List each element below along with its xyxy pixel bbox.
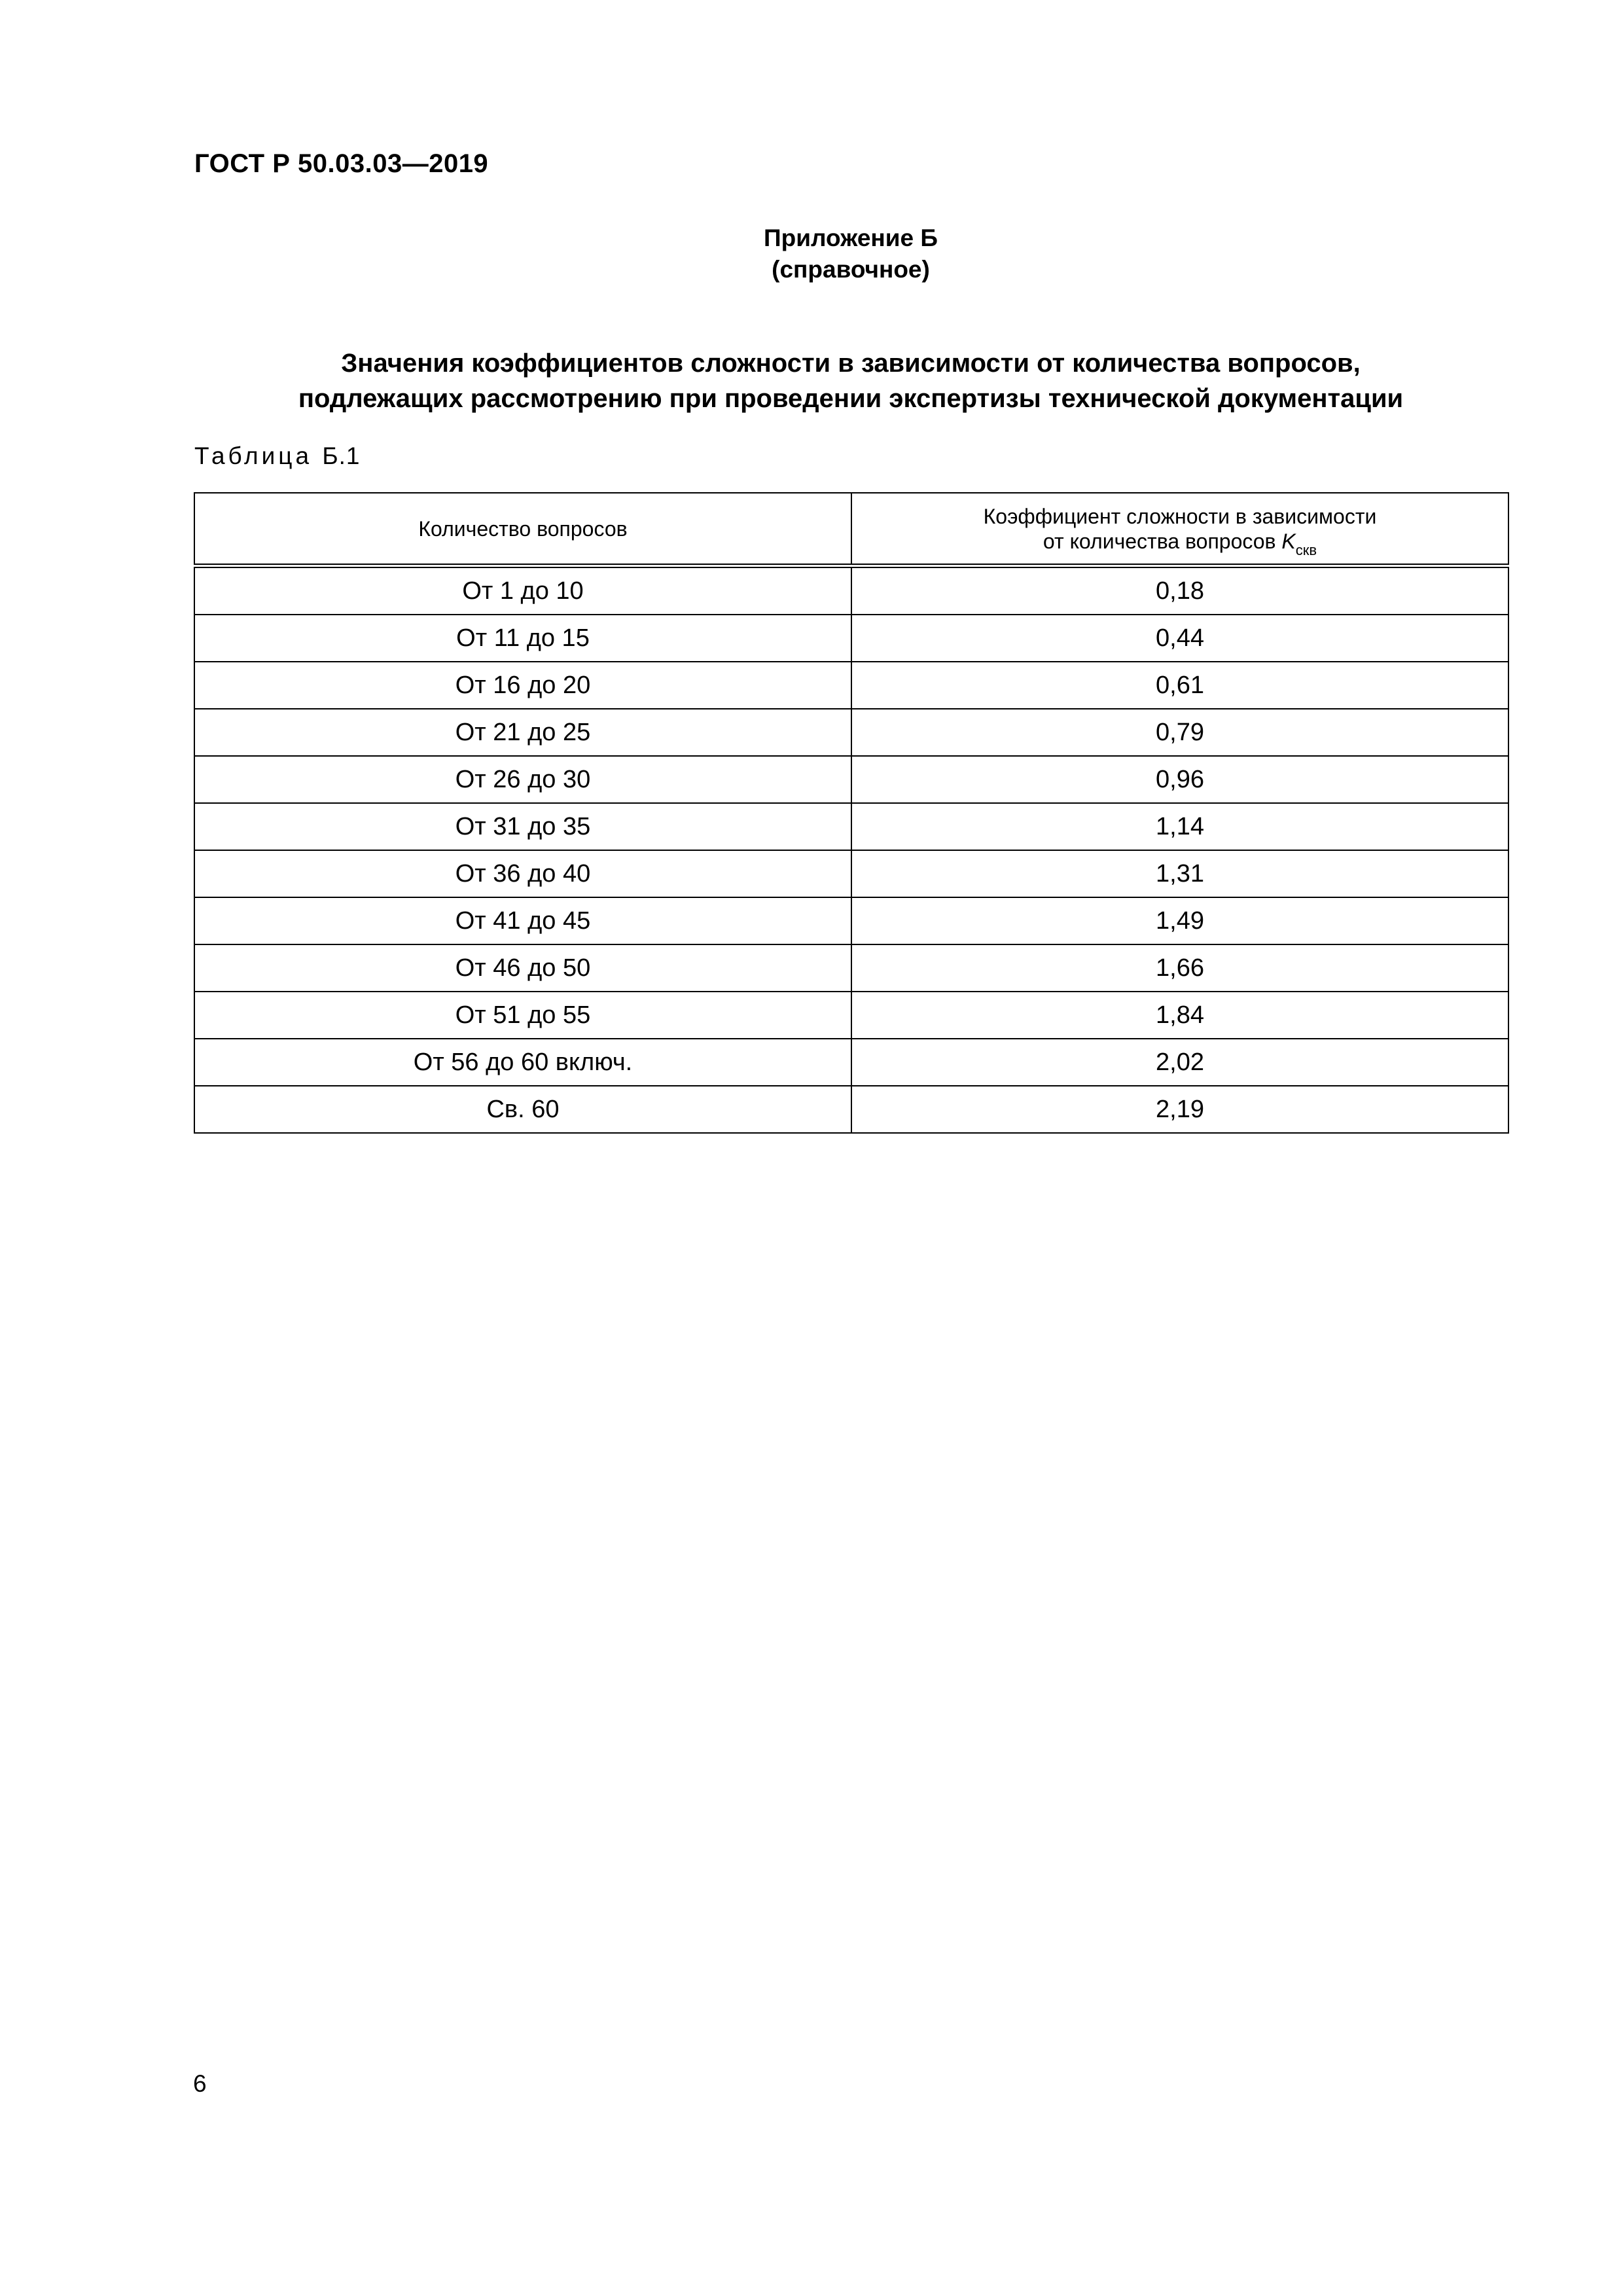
cell-question-range: От 56 до 60 включ.: [194, 1039, 851, 1086]
table-row: [194, 615, 1508, 662]
section-heading-line-1: Значения коэффициентов сложности в зависимости от количества вопросов,: [341, 349, 1361, 378]
table-row: [194, 756, 1508, 803]
coefficient-symbol: K: [1281, 529, 1296, 553]
appendix-type: (справочное): [772, 256, 930, 283]
cell-coefficient: 2,02: [851, 1039, 1508, 1086]
table-row: [194, 850, 1508, 897]
table-caption: [194, 442, 361, 470]
cell-question-range: От 11 до 15: [194, 615, 851, 662]
table-row: [194, 1039, 1508, 1086]
page-number: 6: [193, 2070, 207, 2097]
table-caption-word: Таблица: [194, 442, 313, 469]
table-row: [194, 992, 1508, 1039]
cell-question-range: От 31 до 35: [194, 803, 851, 850]
cell-coefficient: 1,14: [851, 803, 1508, 850]
coefficient-table: [194, 492, 1509, 1134]
table-header-row: [194, 493, 1508, 566]
table-row: [194, 709, 1508, 756]
table-body: [194, 566, 1508, 1134]
cell-question-range: От 16 до 20: [194, 662, 851, 709]
cell-coefficient: 1,31: [851, 850, 1508, 897]
cell-question-range: От 36 до 40: [194, 850, 851, 897]
header-coefficient-line-2: от количества вопросов: [1043, 529, 1276, 553]
cell-coefficient: 0,18: [851, 566, 1508, 615]
table-row: [194, 803, 1508, 850]
cell-question-range: От 41 до 45: [194, 897, 851, 944]
cell-question-range: От 21 до 25: [194, 709, 851, 756]
header-question-count: Количество вопросов: [194, 493, 851, 566]
cell-question-range: От 1 до 10: [194, 566, 851, 615]
header-coefficient-line-1: Коэффициент сложности в зависимости: [983, 504, 1377, 528]
cell-coefficient: 1,49: [851, 897, 1508, 944]
section-heading-line-2: подлежащих рассмотрению при проведении экспертизы технической документации: [298, 384, 1404, 413]
cell-question-range: От 51 до 55: [194, 992, 851, 1039]
cell-question-range: Св. 60: [194, 1086, 851, 1133]
cell-question-range: От 26 до 30: [194, 756, 851, 803]
header-coefficient: [851, 493, 1508, 566]
table-caption-number: Б.1: [322, 442, 361, 469]
cell-coefficient: 1,84: [851, 992, 1508, 1039]
cell-coefficient: 1,66: [851, 944, 1508, 992]
table-row: [194, 662, 1508, 709]
cell-coefficient: 0,61: [851, 662, 1508, 709]
appendix-title: Приложение Б: [764, 224, 938, 251]
cell-coefficient: 2,19: [851, 1086, 1508, 1133]
table-row: [194, 1086, 1508, 1133]
cell-coefficient: 0,79: [851, 709, 1508, 756]
table-row: [194, 944, 1508, 992]
coefficient-subscript: скв: [1295, 541, 1317, 558]
cell-question-range: От 46 до 50: [194, 944, 851, 992]
table-row: [194, 897, 1508, 944]
document-code: ГОСТ Р 50.03.03—2019: [194, 149, 489, 178]
table-row: [194, 566, 1508, 615]
cell-coefficient: 0,96: [851, 756, 1508, 803]
cell-coefficient: 0,44: [851, 615, 1508, 662]
